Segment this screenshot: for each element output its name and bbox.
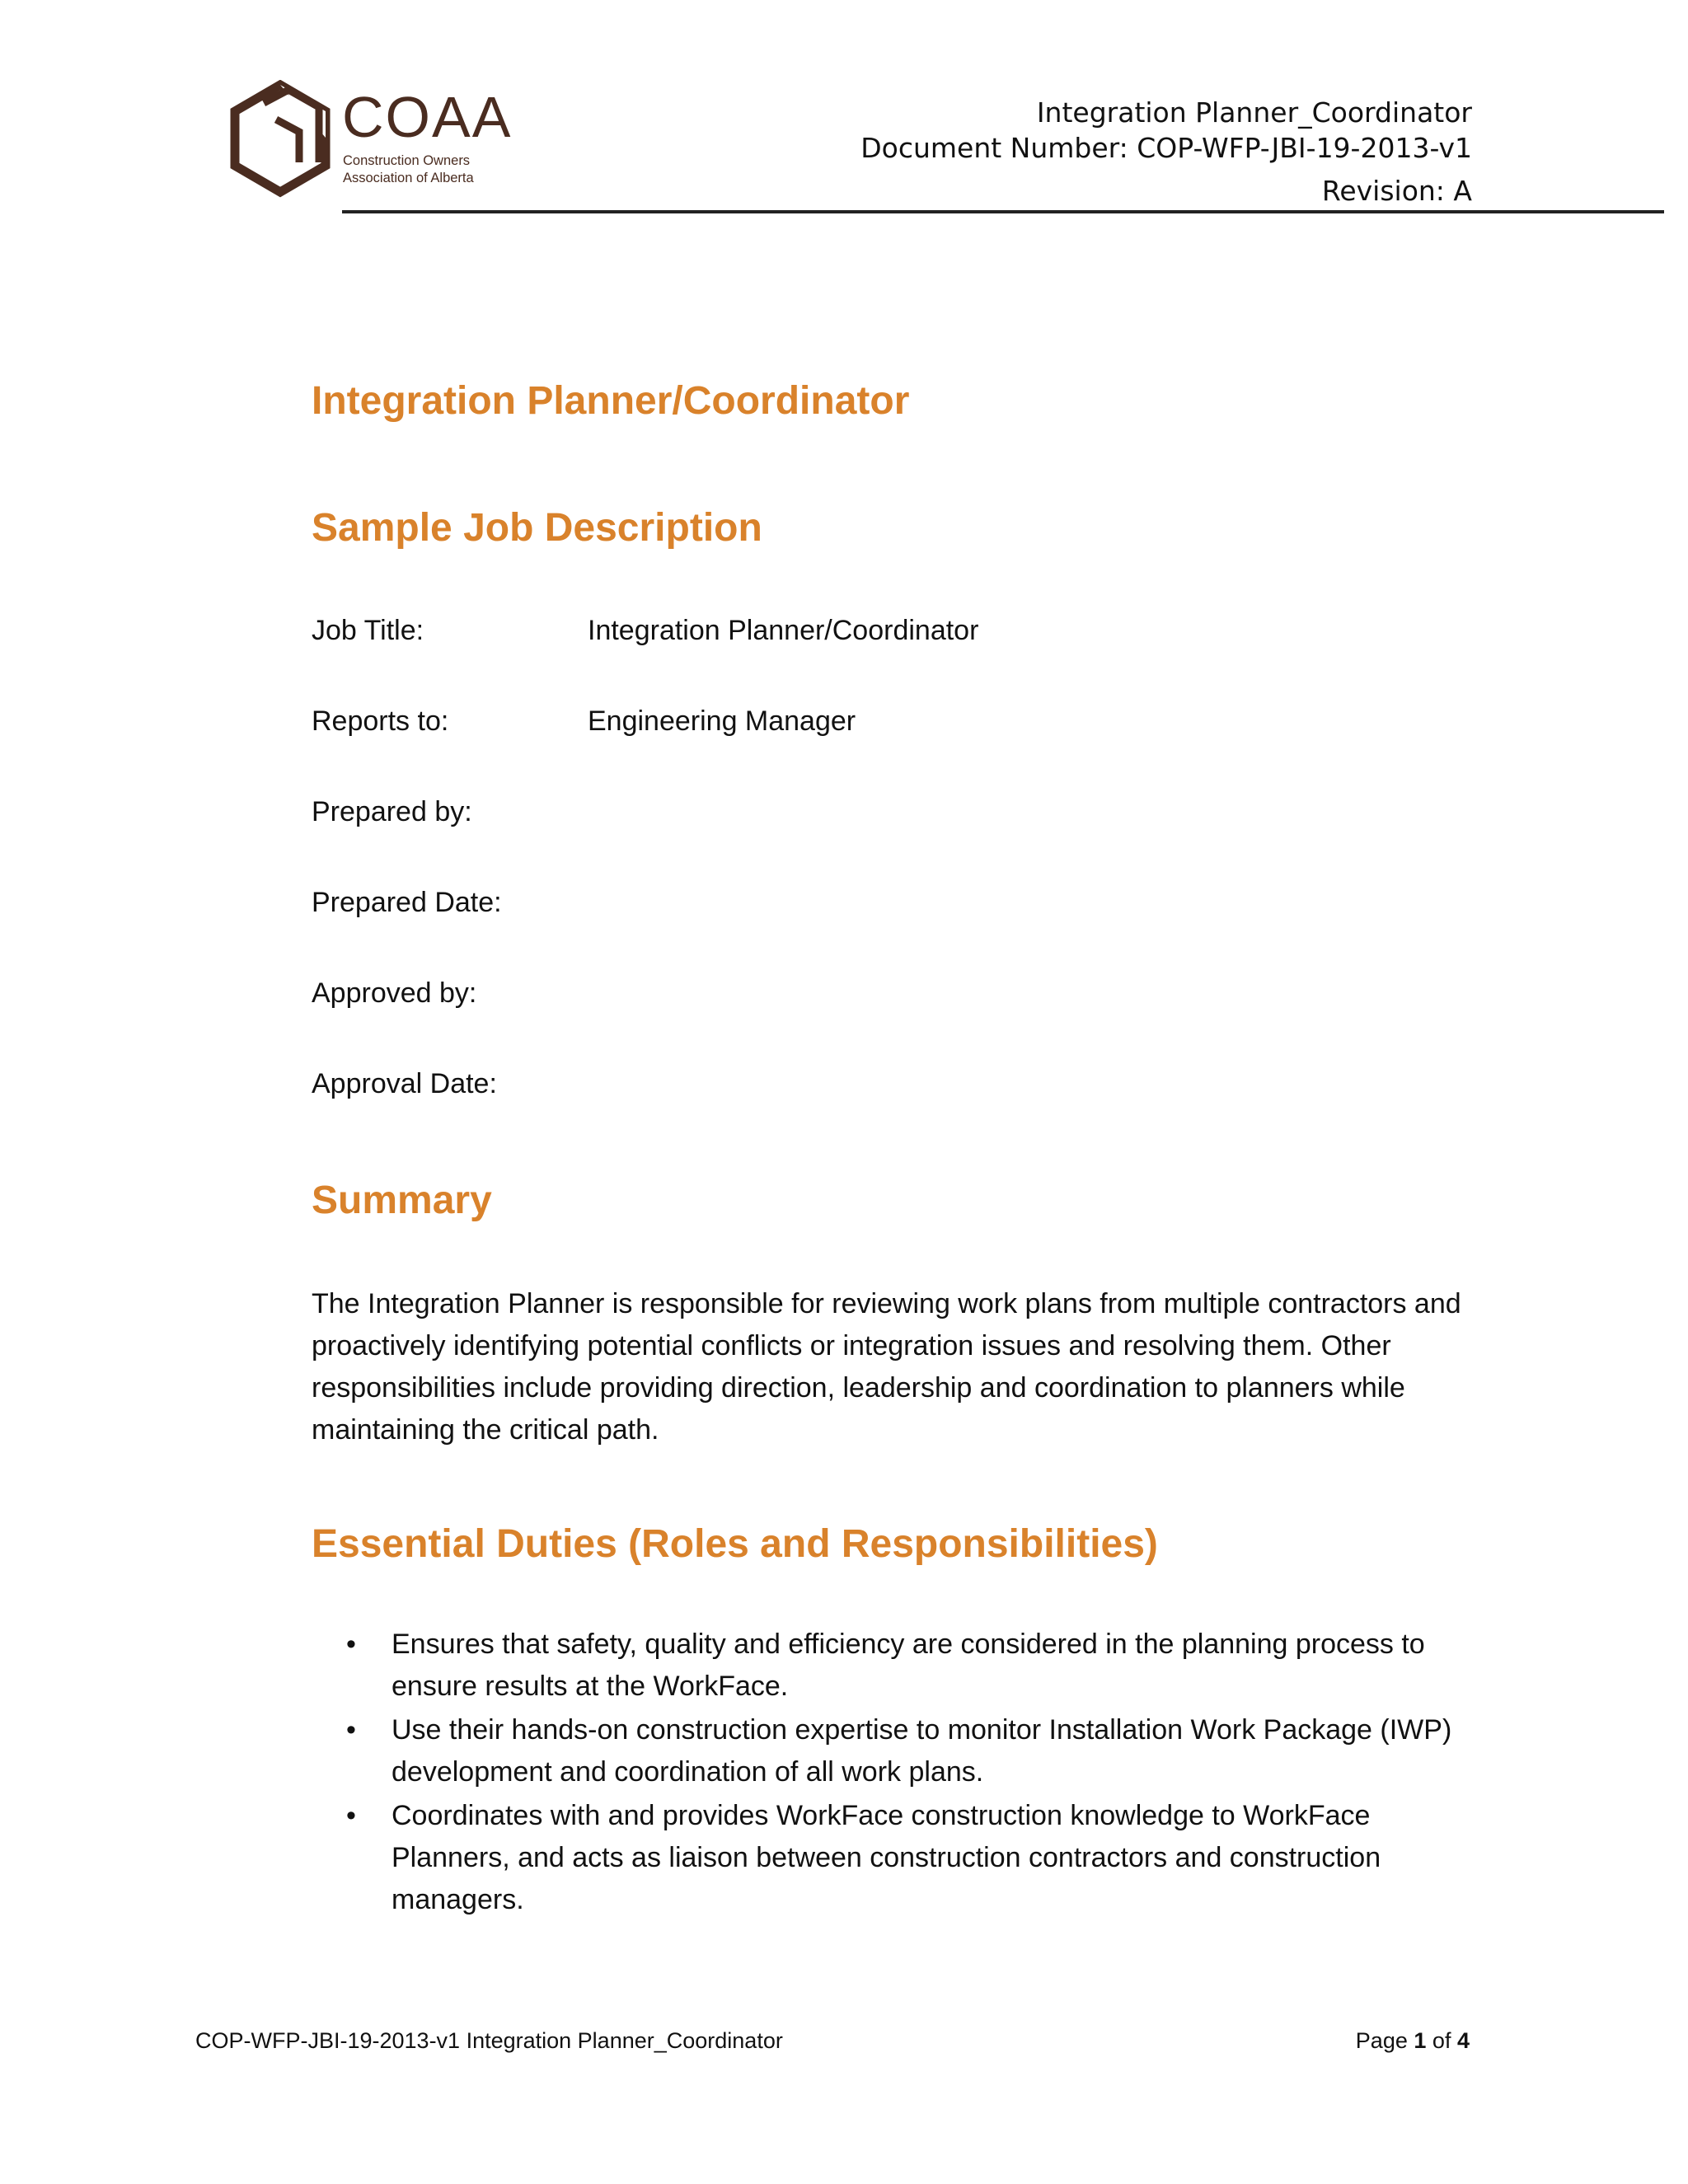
- logo-subtitle-line1: Construction Owners: [343, 153, 471, 168]
- list-item: [312, 1624, 1474, 1708]
- duty-text: Use their hands-on construction expertise to monitor Installation Work Package (IWP) development and coordination of all work plans.: [392, 1714, 1452, 1788]
- logo-wordmark: COAA: [342, 85, 513, 149]
- header-doc-title: Integration Planner_Coordinator: [1036, 96, 1472, 129]
- field-label: Approved by:: [312, 977, 477, 1009]
- footer-doc-reference: COP-WFP-JBI-19-2013-v1 Integration Planner_Coordinator: [195, 2028, 783, 2053]
- page-total: 4: [1456, 2028, 1470, 2053]
- summary-heading: Summary: [312, 1179, 492, 1222]
- field-value: Engineering Manager: [588, 705, 856, 737]
- summary-paragraph: The Integration Planner is responsible for reviewing work plans from multiple contractors and proactively identifying potential conflicts or integration issues and resolving them. Other responsibilities include providing direction, leadership and coordination to planners while maintaining the critical path.: [312, 1288, 1461, 1446]
- page-current: 1: [1414, 2028, 1427, 2053]
- header-doc-number: Document Number: COP-WFP-JBI-19-2013-v1: [860, 132, 1472, 164]
- duties-list: [312, 1624, 1474, 1923]
- header-divider: [342, 210, 1664, 213]
- field-label: Reports to:: [312, 705, 449, 737]
- field-label: Prepared by:: [312, 796, 472, 827]
- bullet-icon: •: [346, 1714, 356, 1746]
- page-word: Page: [1355, 2028, 1408, 2053]
- page-of: of: [1432, 2028, 1451, 2053]
- duty-text: Ensures that safety, quality and efficiency are considered in the planning process to ensure results at the WorkFace.: [392, 1629, 1425, 1702]
- footer-page-number: [1356, 2030, 1470, 2052]
- coaa-logo: [227, 80, 513, 204]
- logo-subtitle-line2: Association of Alberta: [343, 171, 474, 185]
- hexagon-logo-icon: [227, 80, 334, 200]
- list-item: [312, 1709, 1474, 1793]
- duty-text: Coordinates with and provides WorkFace construction knowledge to WorkFace Planners, and acts as liaison between construction contractors and construction managers.: [392, 1800, 1381, 1915]
- sample-job-description-heading: Sample Job Description: [312, 506, 762, 550]
- header-revision: Revision: A: [1321, 175, 1472, 207]
- list-item: [312, 1795, 1474, 1921]
- bullet-icon: •: [346, 1800, 356, 1831]
- field-label: Job Title:: [312, 615, 424, 646]
- essential-duties-heading: Essential Duties (Roles and Responsibilities): [312, 1522, 1158, 1566]
- field-label: Prepared Date:: [312, 887, 502, 918]
- logo-subtitle: [343, 152, 474, 187]
- field-label: Approval Date:: [312, 1068, 497, 1099]
- field-value: Integration Planner/Coordinator: [588, 615, 979, 646]
- page-title: Integration Planner/Coordinator: [312, 379, 910, 423]
- bullet-icon: •: [346, 1629, 356, 1660]
